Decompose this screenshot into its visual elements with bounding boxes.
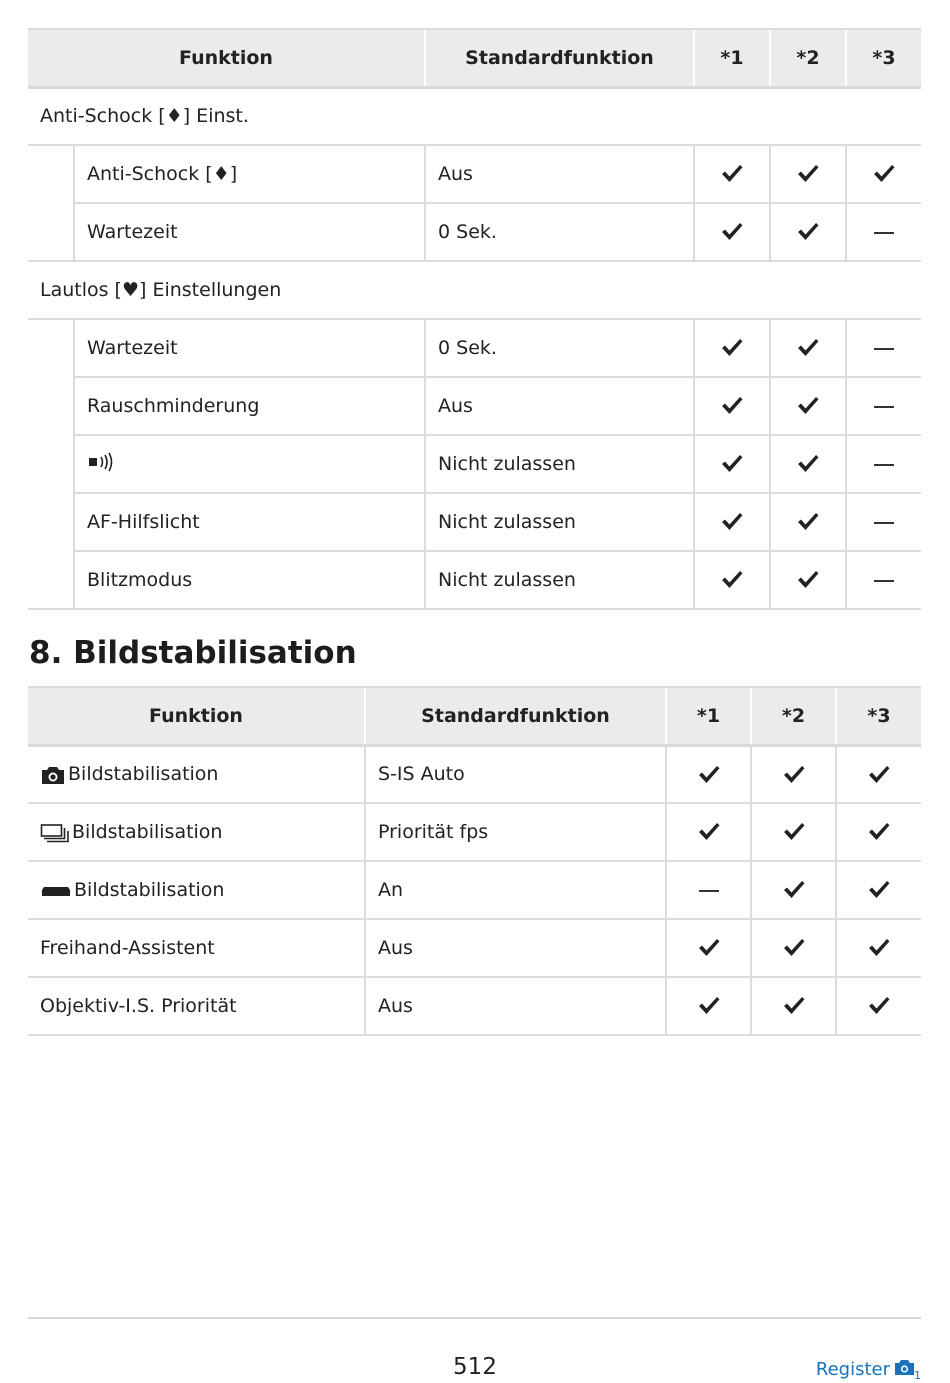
- table-row: [28, 861, 921, 919]
- svg-text:1: 1: [914, 1369, 921, 1382]
- header-col1: *1: [694, 29, 770, 87]
- dash-icon: [699, 890, 719, 892]
- checkmark-icon: [796, 453, 820, 475]
- default-value: Priorität fps: [365, 803, 666, 861]
- mark-cell: [666, 861, 751, 919]
- page-number: 512: [453, 1354, 497, 1380]
- function-label: Bildstabilisation: [68, 763, 219, 786]
- checkmark-icon: [796, 221, 820, 243]
- checkmark-icon: [782, 937, 806, 959]
- checkmark-icon: [867, 764, 891, 786]
- checkmark-icon: [720, 163, 744, 185]
- mark-cell: [770, 435, 846, 493]
- header-funktion: Funktion: [28, 29, 425, 87]
- mark-cell: [694, 435, 770, 493]
- checkmark-icon: [782, 879, 806, 901]
- function-label: [74, 435, 425, 493]
- register-label: Register: [815, 1358, 890, 1380]
- mark-cell: [846, 493, 921, 551]
- mark-cell: [836, 919, 921, 977]
- function-cell: [28, 745, 365, 803]
- function-cell: [28, 861, 365, 919]
- mark-cell: [846, 145, 921, 203]
- sequential-shooting-icon: [40, 823, 70, 843]
- checkmark-icon: [720, 221, 744, 243]
- mark-cell: [836, 977, 921, 1035]
- default-value: Nicht zulassen: [425, 551, 694, 609]
- camera-menu-1-icon: [894, 1358, 920, 1380]
- function-label: Objektiv-I.S. Priorität: [28, 977, 365, 1035]
- header-funktion: Funktion: [28, 687, 365, 745]
- function-label: Freihand-Assistent: [28, 919, 365, 977]
- mark-cell: [846, 319, 921, 377]
- table-row: [28, 377, 921, 435]
- group-lautlos: Lautlos [♥] Einstellungen: [28, 261, 921, 319]
- default-value: Aus: [365, 919, 666, 977]
- checkmark-icon: [720, 453, 744, 475]
- checkmark-icon: [796, 511, 820, 533]
- default-value: 0 Sek.: [425, 319, 694, 377]
- default-value: Aus: [425, 377, 694, 435]
- mark-cell: [666, 745, 751, 803]
- checkmark-icon: [720, 395, 744, 417]
- dash-icon: [874, 580, 894, 582]
- table-row: [28, 745, 921, 803]
- checkmark-icon: [782, 821, 806, 843]
- checkmark-icon: [796, 337, 820, 359]
- mark-cell: [666, 803, 751, 861]
- mark-cell: [751, 977, 836, 1035]
- default-value: Nicht zulassen: [425, 435, 694, 493]
- function-label: Wartezeit: [74, 319, 425, 377]
- default-value: Aus: [425, 145, 694, 203]
- dash-icon: [874, 406, 894, 408]
- default-value: An: [365, 861, 666, 919]
- mark-cell: [694, 551, 770, 609]
- function-label: Wartezeit: [74, 203, 425, 261]
- header-standardfunktion: Standardfunktion: [365, 687, 666, 745]
- settings-table-1: [28, 28, 921, 610]
- footer-divider: [28, 1317, 921, 1319]
- mark-cell: [694, 145, 770, 203]
- checkmark-icon: [720, 511, 744, 533]
- mark-cell: [770, 493, 846, 551]
- table-row: [28, 551, 921, 609]
- dash-icon: [874, 464, 894, 466]
- checkmark-icon: [796, 395, 820, 417]
- mark-cell: [846, 435, 921, 493]
- dash-icon: [874, 348, 894, 350]
- checkmark-icon: [796, 569, 820, 591]
- checkmark-icon: [867, 879, 891, 901]
- checkmark-icon: [720, 569, 744, 591]
- table-row: [28, 919, 921, 977]
- mark-cell: [694, 377, 770, 435]
- checkmark-icon: [782, 995, 806, 1017]
- mark-cell: [751, 861, 836, 919]
- function-label: Rauschminderung: [74, 377, 425, 435]
- mark-cell: [836, 803, 921, 861]
- checkmark-icon: [697, 937, 721, 959]
- checkmark-icon: [697, 821, 721, 843]
- checkmark-icon: [867, 821, 891, 843]
- function-cell: [28, 803, 365, 861]
- mark-cell: [836, 745, 921, 803]
- header-col3: *3: [846, 29, 921, 87]
- header-col2: *2: [770, 29, 846, 87]
- default-value: Aus: [365, 977, 666, 1035]
- function-label: Anti-Schock [♦]: [74, 145, 425, 203]
- checkmark-icon: [782, 764, 806, 786]
- checkmark-icon: [697, 995, 721, 1017]
- mark-cell: [694, 319, 770, 377]
- function-label: Blitzmodus: [74, 551, 425, 609]
- group-anti-schock: Anti-Schock [♦] Einst.: [28, 87, 921, 145]
- checkmark-icon: [867, 937, 891, 959]
- mark-cell: [846, 551, 921, 609]
- table-row: [28, 435, 921, 493]
- camera-icon: [40, 765, 66, 785]
- mark-cell: [846, 377, 921, 435]
- mark-cell: [836, 861, 921, 919]
- header-col1: *1: [666, 687, 751, 745]
- mark-cell: [666, 919, 751, 977]
- checkmark-icon: [796, 163, 820, 185]
- mark-cell: [770, 319, 846, 377]
- speaker-sound-icon: [87, 452, 115, 472]
- mark-cell: [694, 203, 770, 261]
- header-standardfunktion: Standardfunktion: [425, 29, 694, 87]
- checkmark-icon: [697, 764, 721, 786]
- function-label: AF-Hilfslicht: [74, 493, 425, 551]
- table-row: [28, 203, 921, 261]
- mark-cell: [751, 803, 836, 861]
- default-value: S-IS Auto: [365, 745, 666, 803]
- header-col3: *3: [836, 687, 921, 745]
- mark-cell: [666, 977, 751, 1035]
- function-label: Bildstabilisation: [74, 879, 225, 901]
- mark-cell: [846, 203, 921, 261]
- checkmark-icon: [872, 163, 896, 185]
- header-col2: *2: [751, 687, 836, 745]
- table-row: [28, 319, 921, 377]
- table-row: [28, 803, 921, 861]
- settings-table-2: [28, 686, 921, 1036]
- mark-cell: [751, 745, 836, 803]
- table-row: [28, 493, 921, 551]
- dash-icon: [874, 232, 894, 234]
- mark-cell: [770, 551, 846, 609]
- table-row: [28, 145, 921, 203]
- checkmark-icon: [720, 337, 744, 359]
- mark-cell: [770, 377, 846, 435]
- default-value: 0 Sek.: [425, 203, 694, 261]
- table-row: [28, 977, 921, 1035]
- mark-cell: [770, 145, 846, 203]
- mark-cell: [751, 919, 836, 977]
- default-value: Nicht zulassen: [425, 493, 694, 551]
- mark-cell: [694, 493, 770, 551]
- checkmark-icon: [867, 995, 891, 1017]
- dash-icon: [874, 522, 894, 524]
- section-title: 8. Bildstabilisation: [29, 635, 357, 671]
- register-link[interactable]: [816, 1358, 920, 1380]
- video-mode-icon: [40, 881, 72, 901]
- function-label: Bildstabilisation: [72, 821, 223, 843]
- mark-cell: [770, 203, 846, 261]
